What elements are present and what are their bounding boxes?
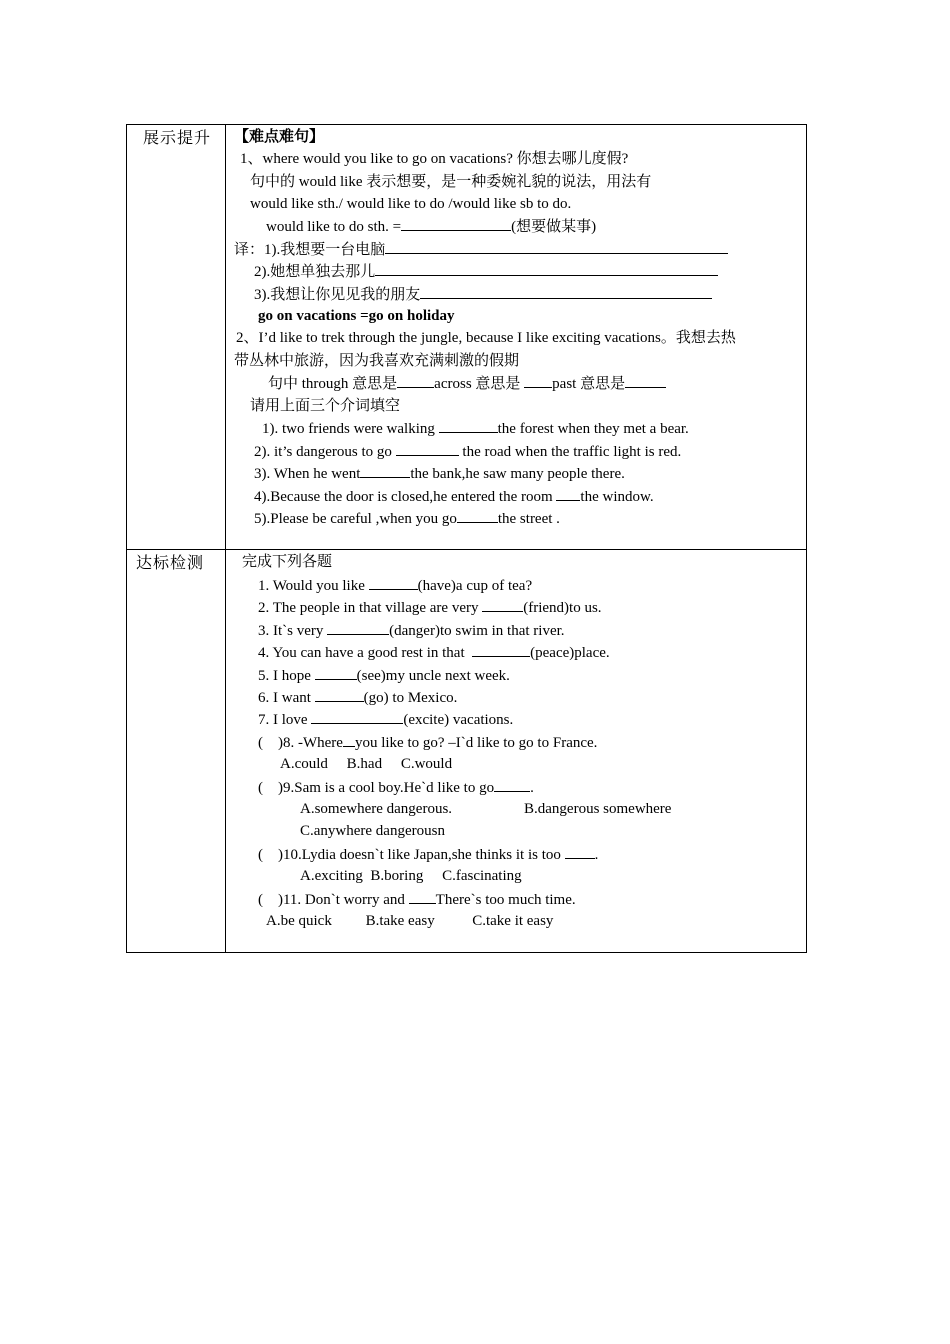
question-5: 5. I hope (see)my uncle next week.	[258, 664, 510, 687]
worksheet-table	[126, 124, 807, 953]
fill-3: 3). When he went the bank,he saw many people there.	[254, 462, 625, 485]
question-9-option-a: A.somewhere dangerous.	[300, 801, 453, 817]
prepositions: 句中 through 意思是 across 意思是 past 意思是	[268, 372, 666, 395]
section-label: 达标检测	[136, 555, 205, 572]
question-9: ( )9.Sam is a cool boy.He`d like to go .	[258, 776, 534, 799]
question-9-option-b: B.dangerous somewhere	[524, 801, 672, 817]
question-11-options: A.be quick B.take easy C.take it easy	[266, 913, 554, 929]
usage-blank: would like to do sth. = (想要做某事)	[266, 215, 596, 238]
question-1: 1. Would you like (have)a cup of tea?	[258, 574, 532, 597]
sentence-2: 2、I’d like to trek through the jungle, because I like exciting vacations。我想去热	[236, 330, 736, 346]
sentence-2-translation: 带丛林中旅游，因为我喜欢充满刺激的假期	[234, 353, 520, 369]
fill-4: 4).Because the door is closed,he entered the room the window.	[254, 485, 654, 508]
question-8: ( )8. -Where you like to go? –I`d like to go to France.	[258, 731, 597, 754]
fill-instruction: 请用上面三个介词填空	[250, 398, 401, 414]
question-10: ( )10.Lydia doesn`t like Japan,she thinks it is too .	[258, 843, 598, 866]
explanation: 句中的 would like 表示想要，是一种委婉礼貌的说法，用法有	[250, 174, 652, 190]
section-label: 展示提升	[143, 130, 212, 147]
section-label-cell	[127, 125, 226, 550]
question-2: 2. The people in that village are very (friend)to us.	[258, 596, 602, 619]
section-content	[226, 550, 807, 953]
intro: 完成下列各题	[242, 554, 333, 570]
question-11: ( )11. Don`t worry and There`s too much time.	[258, 888, 576, 911]
heading: 【难点难句】	[234, 129, 325, 145]
sentence-1: 1、where would you like to go on vacations? 你想去哪儿度假?	[240, 151, 629, 167]
fill-5: 5).Please be careful ,when you go the street .	[254, 507, 560, 530]
phrase: go on vacations =go on holiday	[258, 308, 455, 324]
question-8-options: A.could B.had C.would	[280, 756, 453, 772]
question-6: 6. I want (go) to Mexico.	[258, 686, 457, 709]
question-7: 7. I love (excite) vacations.	[258, 708, 513, 731]
question-10-options: A.exciting B.boring C.fascinating	[300, 868, 522, 884]
usage: would like sth./ would like to do /would like sb to do.	[250, 196, 572, 212]
fill-2: 2). it’s dangerous to go the road when the traffic light is red.	[254, 440, 681, 463]
question-3: 3. It`s very (danger)to swim in that river.	[258, 619, 565, 642]
fill-1: 1). two friends were walking the forest when they met a bear.	[262, 417, 689, 440]
translate-2: 2).她想单独去那儿	[254, 260, 718, 283]
section-label-cell	[127, 550, 226, 953]
question-4: 4. You can have a good rest in that (peace)place.	[258, 641, 610, 664]
section-content	[226, 125, 807, 550]
question-9-option-c: C.anywhere dangerousn	[300, 823, 445, 839]
translate-1: 译：1).我想要一台电脑	[234, 238, 728, 261]
translate-3: 3).我想让你见见我的朋友	[254, 283, 712, 306]
